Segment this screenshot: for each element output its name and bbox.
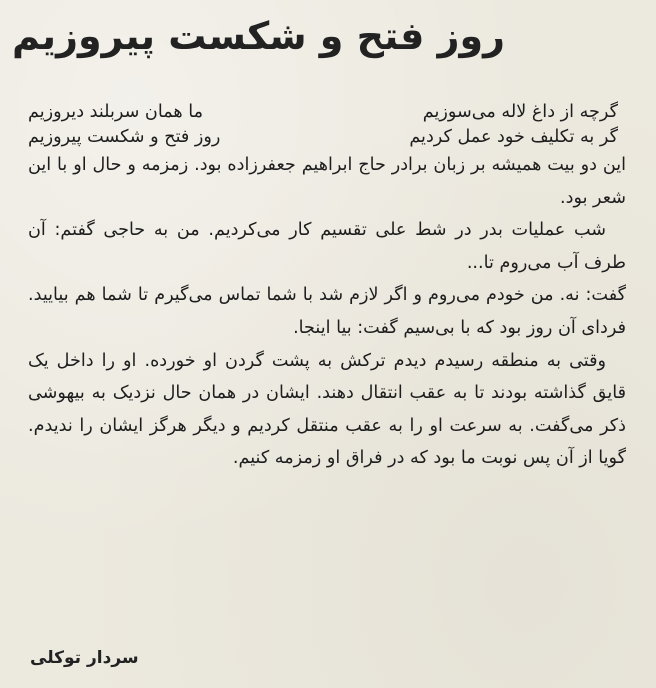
- article-body: [28, 100, 626, 475]
- poem-line: [28, 125, 626, 150]
- poem-hemistich-left: ما همان سربلند دیروزیم: [28, 102, 204, 122]
- poem: [28, 100, 626, 149]
- poem-hemistich-left: روز فتح و شکست پیروزیم: [28, 126, 221, 147]
- poem-line: [28, 100, 626, 125]
- paragraph: شب عملیات بدر در شط علی تقسیم کار می‌کردیم. من به حاجی گفتم: آن طرف آب می‌روم تا...: [28, 220, 626, 273]
- poem-hemistich-right: گرچه از داغ لاله می‌سوزیم: [422, 102, 618, 122]
- paragraph: گفت: نه. من خودم می‌روم و اگر لازم شد با شما تماس می‌گیرم تا شما هم بیایید. فردای آن روز بود که با بی‌سیم گفت: بیا اینجا.: [28, 285, 626, 338]
- poem-hemistich-right: گر به تکلیف خود عمل کردیم: [409, 126, 618, 147]
- page-title: روز فتح و شکست پیروزیم: [12, 14, 506, 58]
- author-signature: سردار توکلی: [30, 648, 139, 668]
- paragraph: این دو بیت همیشه بر زبان برادر حاج ابراهیم جعفرزاده بود. زمزمه و حال او با این شعر بود.: [28, 155, 626, 208]
- paragraph: وقتی به منطقه رسیدم دیدم ترکش به پشت گردن او خورده. او را داخل یک قایق گذاشته بودند تا به عقب انتقال دهند. ایشان در همان حال نزدیک به بیهوشی ذکر می‌گفت. به سرعت او را به عقب منتقل کردیم و دیگر هرگز ایشان را ندیدم. گویا از آن پس نوبت ما بود که در فراق او زمزمه کنیم.: [28, 350, 626, 469]
